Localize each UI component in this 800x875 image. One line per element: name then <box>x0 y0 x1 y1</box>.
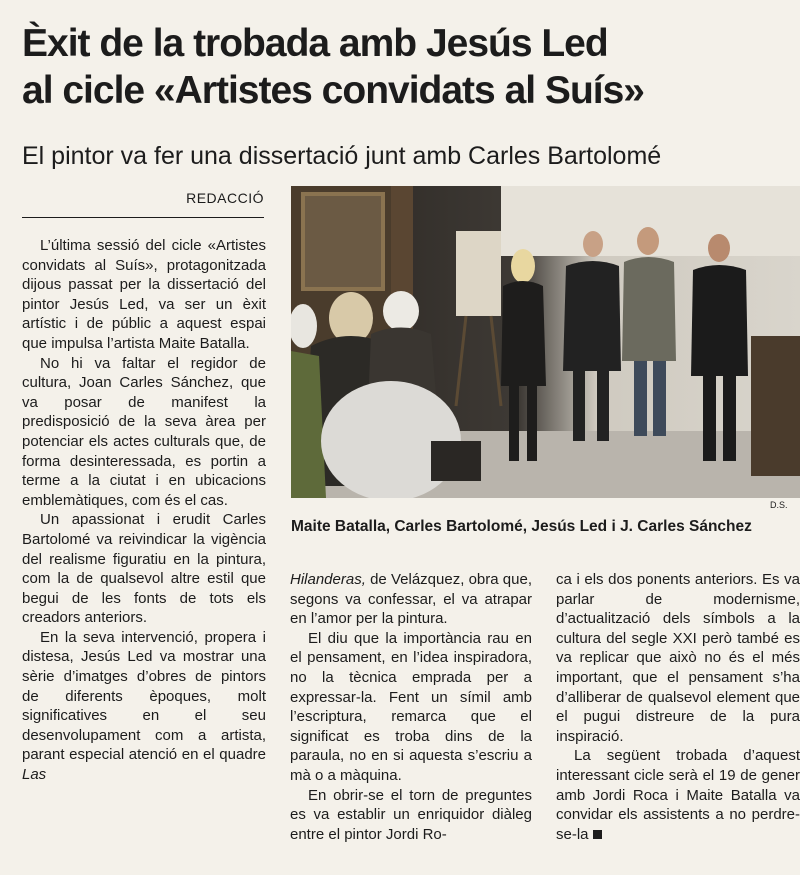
byline-rule <box>22 217 264 218</box>
paragraph: No hi va faltar el regidor de cultura, Joan Carles Sánchez, que va posar de manifest la predisposició de la seva àrea per potenciar els actes culturals que, de forma desinteressada, es portin a terme a la ciutat i en ubicacions emblemàtiques, com és el cas. <box>22 354 266 509</box>
paragraph: Un apassionat i erudit Carles Bartolomé va reivindicar la vigència del realisme figuratiu en la pintura, com la de qualsevol altre estil que begui de les fonts de tots els creadors anteriors. <box>22 511 266 627</box>
byline: REDACCIÓ <box>186 190 264 206</box>
end-of-article-mark <box>593 830 602 839</box>
headline-line-2: al cicle «Artistes convidats al Suís» <box>22 69 644 112</box>
paragraph: L’última sessió del cicle «Artistes convidats al Suís», protagonitzada dijous passat per la dissertació del pintor Jesús Led, va ser un èxit artístic i de públic a aquest espai que impulsa l’artista Maite Batalla. <box>22 237 266 352</box>
photo-caption: Maite Batalla, Carles Bartolomé, Jesús Led i J. Carles Sánchez <box>291 518 752 535</box>
paragraph: El diu que la importància rau en el pensament, en l’idea inspiradora, no la tècnica emprada per a expressar-la. Fent un símil amb l’escriptura, remarca que el significat es troba dins de la paraula, no en si aquesta s’escriu a mà o a màquina. <box>290 629 532 784</box>
article-column-3 <box>556 570 800 844</box>
italic-title: Las <box>22 766 47 784</box>
subheadline: El pintor va fer una dissertació junt amb Carles Bartolomé <box>22 142 662 170</box>
article-photo <box>291 186 800 498</box>
paragraph <box>556 746 800 844</box>
headline-line-1: Èxit de la trobada amb Jesús Led <box>22 22 608 65</box>
headline <box>22 20 782 114</box>
paragraph-text: de Velázquez, obra que, segons va confessar, el va atrapar en l’amor per la pintura. <box>290 571 533 628</box>
photo-credit: D.S. <box>770 500 788 510</box>
italic-title: Hilanderas, <box>290 571 366 588</box>
paragraph-text: En la seva intervenció, propera i distesa, Jesús Led va mostrar una sèrie d’imatges d’obres de pintors de diferents èpoques, molt significatives en el seu desenvolupament com a artista, parant especial atenció en el quadre <box>22 628 266 764</box>
paragraph-text: La següent trobada d’aquest interessant cicle serà el 19 de gener amb Jordi Roca i Maite Batalla va convidar els assistents a no perdre-se-la <box>556 747 800 843</box>
paragraph <box>290 570 532 629</box>
article-column-1 <box>22 236 266 785</box>
photo-illustration <box>291 186 800 498</box>
paragraph <box>22 628 266 785</box>
article-column-2 <box>290 570 532 844</box>
paragraph: ca i els dos ponents anteriors. Es va parlar de modernisme, d’actualització dels símbols a la cultura del segle XXI però també es va replicar que això no és el més important, que el pensament s’ha d’alliberar de qualsevol element que el pugui distreure de la pura inspiració. <box>556 571 800 745</box>
paragraph: En obrir-se el torn de preguntes es va establir un enriquidor diàleg entre el pintor Jordi Ro- <box>290 786 532 843</box>
